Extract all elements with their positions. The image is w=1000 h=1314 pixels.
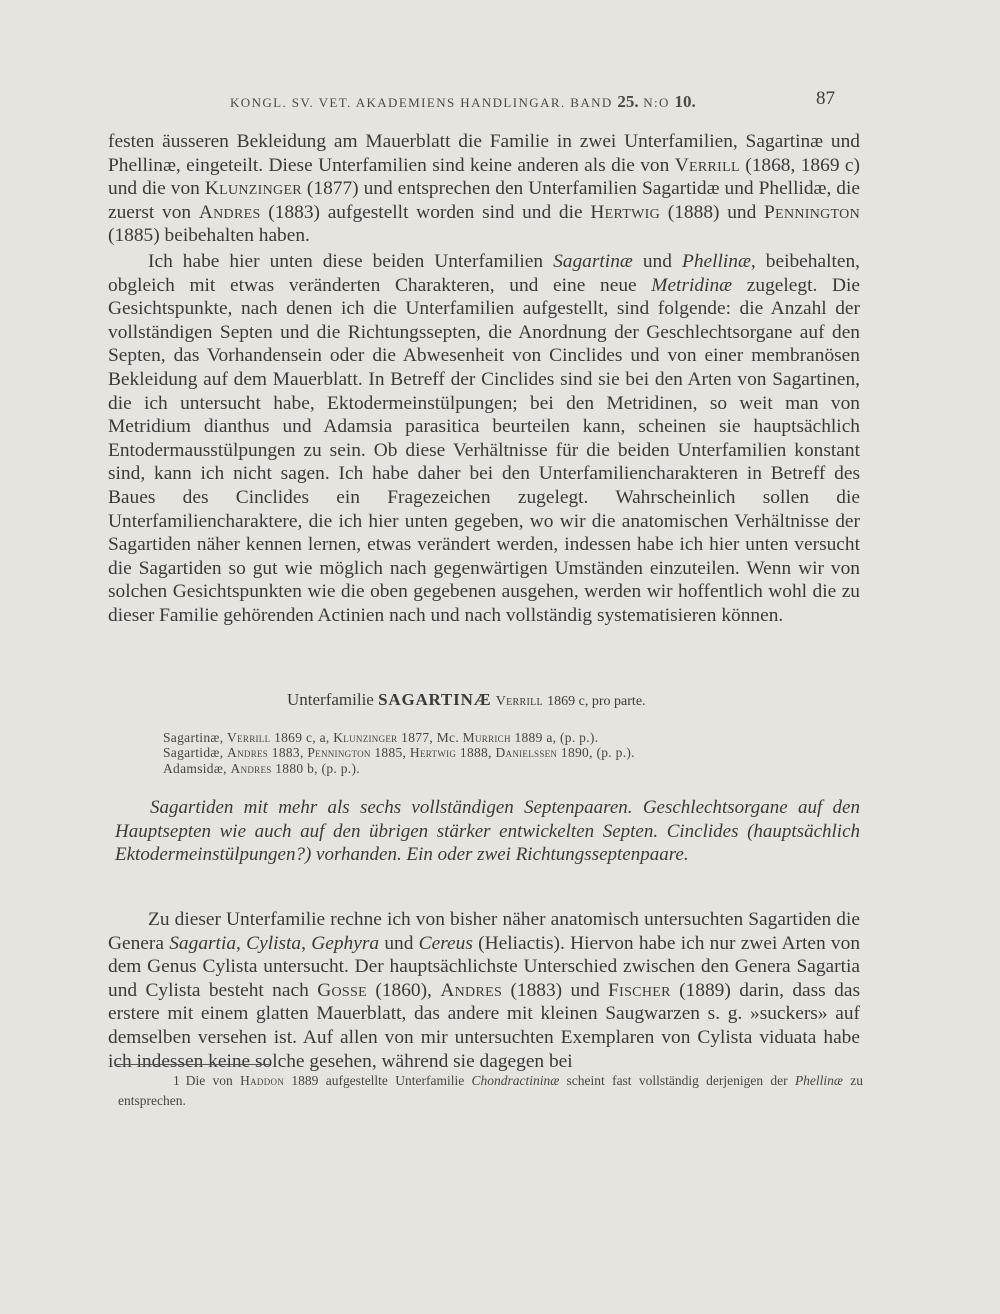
band-number: 25. [617, 92, 639, 111]
section-heading: Unterfamilie SAGARTINÆ Verrill 1869 c, pro parte. [287, 690, 646, 709]
synonym-line-3: Adamsidæ, Andres 1880 b, (p. p.). [163, 761, 360, 776]
author-klunzinger: Klunzinger [204, 178, 302, 200]
diagnosis: Sagartiden mit mehr als sechs vollständigen Septenpaaren. Geschlechtsorgane auf den Hauptsepten wie auch auf den übrigen stärker entwickelten Septen. Cinclides (hauptsächlich Ektodermeinstülpungen?) vorhanden. Ein oder zwei Richtungsseptenpaare. [115, 797, 860, 866]
paragraph-1: festen äusseren Bekleidung am Mauerblatt die Familie in zwei Unterfamilien, Sagartinæ und Phellinæ, eingeteilt. Diese Unterfamilien sind keine anderen als die von Verrill (1868, 1869 c) und die von Klunzinger (1877) und entsprechen den Unterfamilien Sagartidæ und Phellidæ, die zuerst von Andres (1883) aufgestellt worden sind und die Hertwig (1888) und Pennington (1885) beibehalten haben. [108, 131, 860, 247]
author-andres: Andres [198, 201, 261, 223]
issue-number: 10. [674, 92, 696, 111]
paragraph-2: Ich habe hier unten diese beiden Unterfamilien Sagartinæ und Phellinæ, beibehalten, obgleich mit etwas veränderten Charakteren, und eine neue Metridinæ zugelegt. Die Gesichtspunkte, nach denen ich die Unterfamilien aufgestellt, sind folgende: die Anzahl der vollständigen Septen und die Richtungssepten, die Anordnung der Geschlechtsorgane auf den Septen, das Vorhandensein oder die Abwesenheit von Cinclides und von einer membranösen Bekleidung auf dem Mauerblatt. In Betreff der Cinclides sind sie bei den Arten von Sagartinen, die ich untersucht habe, Ektodermeinstülpungen; bei den Metridinen, so weit man von Metridium dianthus und Adamsia parasitica beurteilen kann, scheinen sie hauptsächlich Entodermausstülpungen zu sein. Ob diese Verhältnisse für die beiden Unterfamilien konstant sind, kann ich nicht sagen. Ich habe daher bei den Unterfamiliencharakteren in Betreff des Baues des Cinclides ein Fragezeichen zugelegt. Wahrscheinlich sollen die Unterfamiliencharaktere, die ich hier unten gegeben, wo wir die anatomischen Verhältnisse der Sagartiden näher kennen lernen, etwas verändert werden, indessen habe ich hier unten versucht die Sagartiden so gut wie möglich nach gegenwärtigen Umständen einzuteilen. Wenn wir von solchen Gesichtspunkten wie die oben gegebenen ausgehen, werden wir hoffentlich wohl die zu dieser Familie gehörenden Actinien nach und nach vollständig systematisieren können. [108, 251, 861, 626]
paragraph-3: Zu dieser Unterfamilie rechne ich von bisher näher anatomisch untersuchten Sagartiden die Genera Sagartia, Cylista, Gephyra und Cereus (Heliactis). Hiervon habe ich nur zwei Arten von dem Genus Cylista untersucht. Der hauptsächlichste Unterschied zwischen den Genera Sagartia und Cylista besteht nach Gosse (1860), Andres (1883) und Fischer (1889) darin, dass das erstere mit einem glatten Mauerblatt, das andere mit kleinen Saugwarzen s. g. »suckers» auf demselben versehen ist. Auf allen von mir untersuchten Exemplaren von Cylista viduata habe ich indessen keine solche gesehen, während sie dagegen bei [108, 909, 861, 1072]
footnote-rule [115, 1064, 270, 1065]
synonym-line-1: Sagartinæ, Verrill 1869 c, a, Klunzinger 1877, Mc. Murrich 1889 a, (p. p.). [163, 730, 599, 745]
taxon-phellinae: Phellinæ [681, 251, 751, 272]
page-number: 87 [816, 88, 835, 109]
author-hertwig: Hertwig [590, 201, 661, 223]
number-label: N:O [643, 95, 670, 110]
journal-title: KONGL. SV. VET. AKADEMIENS HANDLINGAR. [230, 95, 566, 110]
author-verrill: Verrill [674, 154, 740, 176]
synonym-line-2: Sagartidæ, Andres 1883, Pennington 1885, Hertwig 1888, Danielssen 1890, (p. p.). [163, 745, 635, 760]
taxon-sagartinae: Sagartinæ [553, 251, 633, 272]
taxon-metridinae: Metridinæ [651, 274, 733, 296]
footnote: 1 Die von Haddon 1889 aufgestellte Unterfamilie Chondractininæ scheint fast vollständig derjenigen der Phellinæ zu entsprechen. [118, 1073, 863, 1108]
subfamily-name: SAGARTINÆ [378, 690, 492, 709]
genus-cylista: Cylista [246, 932, 302, 954]
footnote-mark: 1 [173, 1073, 180, 1088]
running-head [230, 92, 830, 112]
genus-sagartia: Sagartia [169, 932, 237, 954]
band-label: BAND [570, 95, 613, 110]
author-pennington: Pennington [764, 201, 860, 223]
genus-gephyra: Gephyra [311, 932, 380, 954]
genus-cereus: Cereus [418, 932, 473, 954]
